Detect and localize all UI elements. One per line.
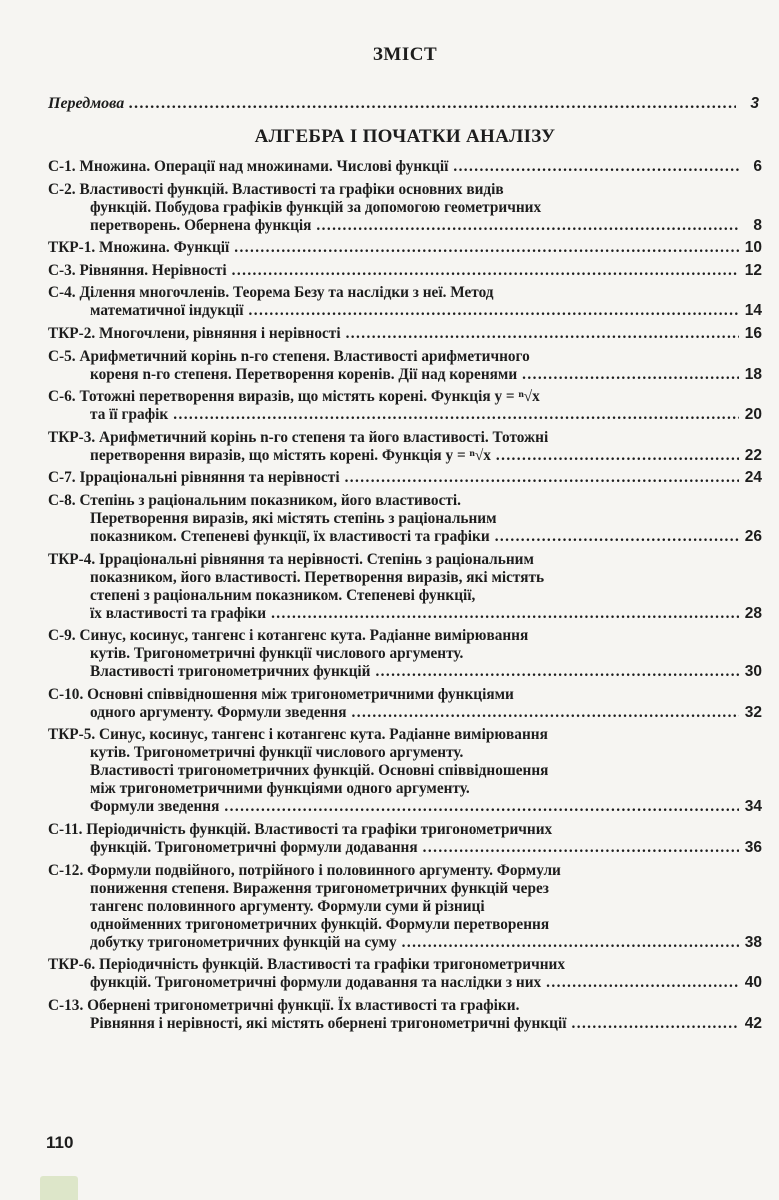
toc-entry-line: С-6. Тотожні перетворення виразів, що містять корені. Функція y = ⁿ√x (48, 388, 540, 406)
toc-entry-line: однойменних тригонометричних функцій. Формули перетворення (90, 915, 550, 933)
toc-entry-line: показником, його властивості. Перетворення виразів, які містять (90, 568, 545, 586)
section-title: АЛГЕБРА І ПОЧАТКИ АНАЛІЗУ (254, 126, 556, 147)
leader-dots (423, 839, 739, 857)
toc-entry-line: С-10. Основні співвідношення між тригонометричними функціями (48, 685, 514, 703)
leader-dots (352, 704, 740, 722)
toc-entry-line: Формули зведення (90, 798, 220, 816)
toc-entry-line: функцій. Тригонометричні формули додавання (90, 838, 418, 856)
toc-title: ЗМІСТ (372, 44, 438, 65)
toc-entry-line: С-13. Обернені тригонометричні функції. Їх властивості та графіки. (48, 996, 520, 1014)
toc-entry (48, 956, 762, 992)
toc-preface (48, 95, 759, 113)
toc-entry (48, 492, 762, 546)
toc-entry (48, 627, 762, 681)
toc-entry-page: 24 (744, 469, 762, 487)
toc-entry-line: ТКР-5. Синус, косинус, тангенс і котангенс кута. Радіанне вимірювання (48, 726, 548, 744)
toc-entry-page: 12 (744, 261, 762, 279)
toc-list (48, 158, 762, 1037)
toc-entry-line: С-7. Ірраціональні рівняння та нерівності (48, 469, 340, 487)
toc-entry-line: степені з раціональним показником. Степеневі функції, (90, 586, 476, 604)
toc-entry-line: С-11. Періодичність функцій. Властивості та графіки тригонометричних (48, 820, 553, 838)
leader-dots (232, 262, 739, 280)
toc-entry-line: перетворень. Обернена функція (90, 216, 312, 234)
toc-entry-line: пониження степеня. Вираження тригонометричних функцій через (90, 879, 549, 897)
toc-entry-line: С-12. Формули подвійного, потрійного і половинного аргументу. Формули (48, 861, 561, 879)
toc-entry (48, 997, 762, 1033)
toc-entry-line: С-4. Ділення многочленів. Теорема Безу та наслідки з неї. Метод (48, 284, 494, 302)
leader-dots (234, 239, 739, 257)
toc-entry-line: Перетворення виразів, які містять степінь з раціональним (90, 509, 497, 527)
toc-entry-line: С-5. Арифметичний корінь n-го степеня. Властивості арифметичного (48, 347, 530, 365)
toc-entry-line: кутів. Тригонометричні функції числового аргументу. (90, 744, 464, 762)
toc-entry-line: Властивості тригонометричних функцій. Основні співвідношення (90, 762, 549, 780)
toc-entry-line: С-2. Властивості функцій. Властивості та графіки основних видів (48, 180, 504, 198)
toc-entry-line: кореня n-го степеня. Перетворення коренів. Дії над коренями (90, 365, 518, 383)
leader-dots (345, 469, 739, 487)
leader-dots (546, 974, 739, 992)
page-number: 110 (46, 1133, 74, 1152)
toc-entry-line: тангенс половинного аргументу. Формули суми й різниці (90, 897, 485, 915)
leader-dots (375, 663, 739, 681)
toc-entry-line: функцій. Тригонометричні формули додавання та наслідки з них (90, 974, 542, 992)
leader-dots (271, 605, 739, 623)
toc-entry-line: показником. Степеневі функції, їх властивості та графіки (90, 527, 490, 545)
toc-entry-page: 42 (744, 1014, 762, 1032)
toc-entry-page: 38 (744, 933, 762, 951)
leader-dots (249, 302, 739, 320)
toc-entry-page: 8 (753, 216, 762, 234)
toc-entry (48, 388, 762, 424)
toc-entry (48, 686, 762, 722)
leader-dots (129, 95, 736, 113)
toc-entry (48, 284, 762, 320)
toc-entry (48, 429, 762, 465)
toc-entry (48, 239, 762, 257)
toc-entry (48, 726, 762, 816)
leader-dots (316, 217, 739, 235)
leader-dots (173, 406, 739, 424)
leader-dots (346, 325, 739, 343)
leader-dots (496, 447, 739, 465)
toc-entry-line: добутку тригонометричних функцій на суму (90, 933, 397, 951)
toc-entry-page: 6 (753, 158, 762, 175)
toc-entry-line: ТКР-3. Арифметичний корінь n-го степеня та його властивості. Тотожні (48, 428, 549, 446)
toc-entry (48, 551, 762, 623)
toc-entry-page: 18 (744, 365, 762, 383)
toc-entry-line: Властивості тригонометричних функцій (90, 663, 371, 681)
toc-entry-page: 30 (744, 663, 762, 681)
toc-entry-page: 10 (744, 239, 762, 257)
toc-entry (48, 158, 762, 176)
toc-entry-page: 20 (744, 406, 762, 424)
toc-entry-line: ТКР-4. Ірраціональні рівняння та нерівності. Степінь з раціональним (48, 550, 534, 568)
leader-dots (572, 1015, 740, 1033)
toc-entry-line: Рівняння і нерівності, які містять обернені тригонометричні функції (90, 1014, 567, 1032)
toc-entry-page: 32 (744, 703, 762, 721)
toc-entry-page: 28 (744, 604, 762, 622)
toc-entry-page: 14 (744, 302, 762, 320)
preface-label: Передмова (48, 95, 125, 112)
leader-dots (522, 366, 739, 384)
toc-entry-line: перетворення виразів, що містять корені. Функція y = ⁿ√x (90, 446, 491, 464)
toc-entry (48, 181, 762, 235)
toc-entry (48, 862, 762, 952)
toc-entry-line: між тригонометричними функціями одного аргументу. (90, 780, 470, 798)
toc-entry-line: кутів. Тригонометричні функції числового аргументу. (90, 645, 464, 663)
toc-entry-line: ТКР-1. Множина. Функції (48, 239, 230, 257)
toc-entry-page: 16 (744, 324, 762, 342)
toc-entry-line: одного аргументу. Формули зведення (90, 703, 347, 721)
toc-entry-line: С-3. Рівняння. Нерівності (48, 261, 227, 279)
toc-entry (48, 821, 762, 857)
toc-entry-line: С-9. Синус, косинус, тангенс і котангенс кута. Радіанне вимірювання (48, 627, 529, 645)
toc-entry (48, 262, 762, 280)
toc-entry-line: математичної індукції (90, 302, 244, 320)
toc-entry (48, 469, 762, 487)
leader-dots (495, 528, 739, 546)
toc-entry-page: 40 (744, 974, 762, 992)
toc-entry (48, 325, 762, 343)
toc-entry-line: С-1. Множина. Операції над множинами. Числові функції (48, 158, 449, 175)
toc-entry-line: С-8. Степінь з раціональним показником, його властивості. (48, 491, 461, 509)
toc-entry-page: 26 (744, 527, 762, 545)
toc-entry-line: ТКР-6. Періодичність функцій. Властивості та графіки тригонометричних (48, 956, 565, 974)
preface-page: 3 (750, 95, 759, 112)
toc-entry-page: 22 (744, 446, 762, 464)
toc-entry-line: ТКР-2. Многочлени, рівняння і нерівності (48, 324, 341, 342)
toc-entry-page: 34 (744, 798, 762, 816)
toc-entry-page: 36 (744, 838, 762, 856)
toc-entry-line: їх властивості та графіки (90, 604, 267, 622)
toc-entry-line: функцій. Побудова графіків функцій за допомогою геометричних (90, 198, 542, 216)
leader-dots (453, 158, 739, 176)
leader-dots (402, 934, 739, 952)
leader-dots (224, 798, 739, 816)
toc-entry (48, 348, 762, 384)
page-corner-tab (40, 1176, 78, 1200)
toc-entry-line: та її графік (90, 406, 169, 424)
